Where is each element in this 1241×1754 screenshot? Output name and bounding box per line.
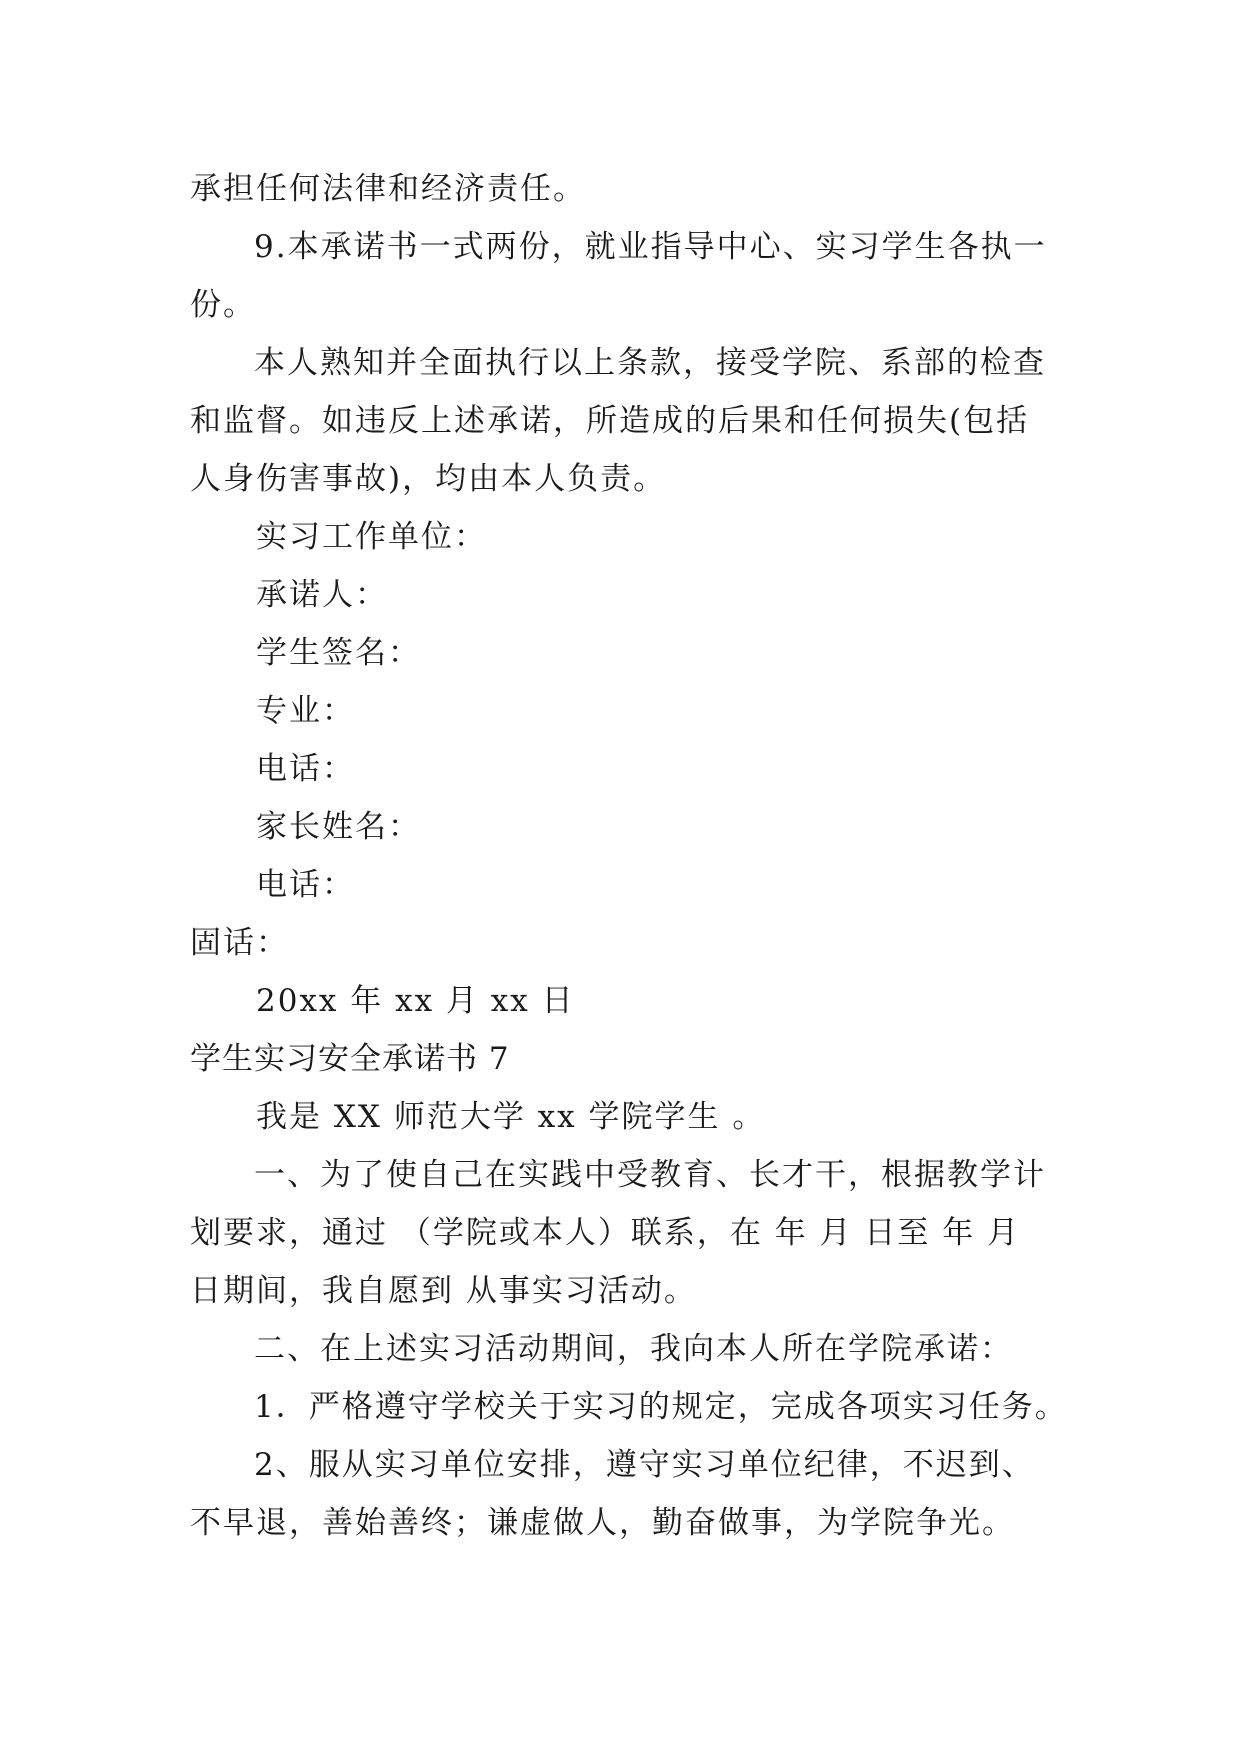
paragraph-line: 划要求，通过 （学院或本人）联系，在 年 月 日至 年 月 — [190, 1215, 1021, 1251]
paragraph-line: 承担任何法律和经济责任。 — [190, 171, 586, 207]
paragraph-line: 二、在上述实习活动期间，我向本人所在学院承诺： — [254, 1331, 1013, 1367]
paragraph-line: 9.本承诺书一式两份，就业指导中心、实习学生各执一 — [254, 229, 1047, 265]
paragraph-line: 2、服从实习单位安排，遵守实习单位纪律，不迟到、 — [254, 1447, 1035, 1483]
field-promisor: 承诺人： — [256, 577, 388, 613]
paragraph-line: 份。 — [190, 287, 256, 323]
field-student-signature: 学生签名： — [256, 635, 421, 671]
paragraph-line: 一、为了使自己在实践中受教育、长才干，根据教学计 — [254, 1157, 1046, 1193]
field-parent-phone: 电话： — [256, 867, 355, 903]
paragraph-line: 1．严格遵守学校关于实习的规定，完成各项实习任务。 — [254, 1389, 1068, 1425]
paragraph-line: 我是 XX 师范大学 xx 学院学生 。 — [256, 1099, 766, 1135]
paragraph-line: 和监督。如违反上述承诺，所造成的后果和任何损失(包括 — [190, 403, 1030, 439]
field-major: 专业： — [256, 693, 355, 729]
paragraph-line: 人身伤害事故)，均由本人负责。 — [190, 461, 667, 497]
paragraph-line: 本人熟知并全面执行以上条款，接受学院、系部的检查 — [254, 345, 1046, 381]
paragraph-line: 日期间，我自愿到 从事实习活动。 — [190, 1273, 697, 1309]
field-work-unit: 实习工作单位： — [256, 519, 487, 555]
field-parent-name: 家长姓名： — [256, 809, 421, 845]
section-title: 学生实习安全承诺书 7 — [190, 1041, 510, 1077]
paragraph-line: 不早退，善始善终；谦虚做人，勤奋做事，为学院争光。 — [190, 1505, 1015, 1541]
field-landline: 固话： — [190, 925, 289, 961]
field-phone: 电话： — [256, 751, 355, 787]
date-line: 20xx 年 xx 月 xx 日 — [256, 983, 575, 1019]
document-body — [190, 160, 1070, 1552]
